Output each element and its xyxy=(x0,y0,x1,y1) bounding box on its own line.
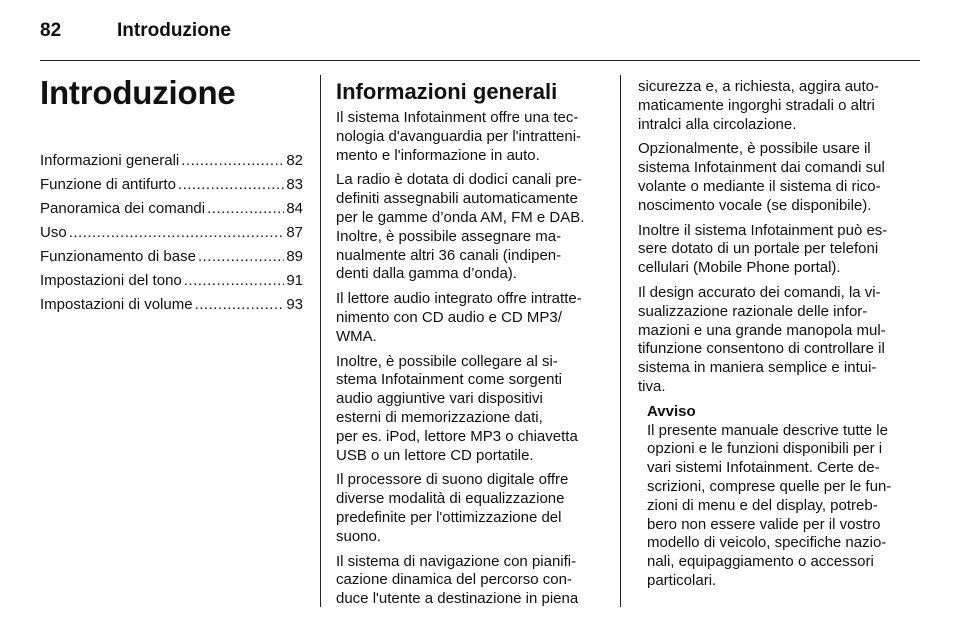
text-line: cellulari (Mobile Phone portal). xyxy=(638,259,841,277)
toc-leader-dots xyxy=(184,269,285,293)
paragraph xyxy=(336,553,604,609)
toc-entry-label: Impostazioni di volume xyxy=(40,296,193,313)
text-line: sere dotato di un portale per telefoni xyxy=(638,240,879,258)
text-line: denti dalla gamma d’onda). xyxy=(336,265,517,283)
right-column xyxy=(638,78,906,591)
toc-entry-label: Funzione di antifurto xyxy=(40,176,176,193)
text-line: esterni di memorizzazione dati, xyxy=(336,408,543,426)
paragraph xyxy=(638,222,906,278)
text-line: Inoltre, è possibile collegare al si- xyxy=(336,352,558,370)
paragraph xyxy=(336,290,604,346)
toc-entry-page: 84 xyxy=(286,200,303,217)
text-line: volante o mediante il sistema di rico- xyxy=(638,177,881,195)
toc-entry-page: 83 xyxy=(286,176,303,193)
text-line: maticamente ingorghi stradali o altri xyxy=(638,96,875,114)
text-line: per es. iPod, lettore MP3 o chiavetta xyxy=(336,427,578,445)
toc-entry-page: 89 xyxy=(286,248,303,265)
text-line: definiti assegnabili automaticamente xyxy=(336,190,578,208)
toc-entry[interactable] xyxy=(40,293,303,317)
toc-entry-page: 91 xyxy=(286,272,303,289)
text-line: opzioni e le funzioni disponibili per i xyxy=(647,440,883,458)
text-line: intralci alla circolazione. xyxy=(638,115,797,133)
text-line: Il presente manuale descrive tutte le xyxy=(647,421,888,439)
toc-leader-dots xyxy=(195,293,285,317)
toc-leader-dots xyxy=(198,245,284,269)
text-line: duce l'utente a destinazione in piena xyxy=(336,590,579,608)
section-title: Informazioni generali xyxy=(336,79,558,104)
toc-entry[interactable] xyxy=(40,149,303,173)
text-line: USB o un lettore CD portatile. xyxy=(336,446,534,464)
text-line: Il sistema Infotainment offre una tec- xyxy=(336,109,579,126)
text-line: sistema in maniera semplice e intui- xyxy=(638,359,877,377)
paragraph xyxy=(638,140,906,215)
paragraph xyxy=(336,171,604,284)
paragraph xyxy=(638,284,906,397)
toc-entry-label: Impostazioni del tono xyxy=(40,272,182,289)
notice-body xyxy=(647,422,906,591)
paragraph xyxy=(638,78,906,134)
text-line: per le gamme d’onda AM, FM e DAB. xyxy=(336,208,585,226)
toc-leader-dots xyxy=(178,173,284,197)
text-line: sistema Infotainment dai comandi sul xyxy=(638,159,885,177)
toc-leader-dots xyxy=(69,221,285,245)
text-line: tiva. xyxy=(638,377,666,395)
middle-column xyxy=(336,78,604,615)
text-line: Opzionalmente, è possibile usare il xyxy=(638,140,871,158)
text-line: Il design accurato dei comandi, la vi- xyxy=(638,283,881,301)
text-line: La radio è dotata di dodici canali pre- xyxy=(336,171,582,189)
toc-entry-label: Uso xyxy=(40,224,67,241)
text-line: suono. xyxy=(336,527,382,545)
notice-box xyxy=(647,403,906,591)
toc-entry-page: 82 xyxy=(286,152,303,169)
text-line: sualizzazione razionale delle infor- xyxy=(638,302,868,320)
text-line: WMA. xyxy=(336,327,377,345)
text-line: Il lettore audio integrato offre intratte- xyxy=(336,290,582,308)
paragraph xyxy=(336,109,604,165)
chapter-title: Introduzione xyxy=(40,74,236,111)
toc-entry-label: Panoramica dei comandi xyxy=(40,200,206,217)
toc-entry-page: 93 xyxy=(286,296,303,313)
toc-entry[interactable] xyxy=(40,197,303,221)
toc-entry[interactable] xyxy=(40,269,303,293)
text-line: nualmente altri 36 canali (indipen- xyxy=(336,246,562,264)
toc-entry-label: Informazioni generali xyxy=(40,152,180,169)
paragraph xyxy=(336,471,604,546)
toc-leader-dots xyxy=(207,197,284,221)
text-line: predefinite per l'ottimizzazione del xyxy=(336,508,562,526)
text-line: zioni di menu e del display, potreb- xyxy=(647,496,878,514)
column-divider-left xyxy=(320,75,321,607)
toc-entry[interactable] xyxy=(40,221,303,245)
toc-leader-dots xyxy=(181,149,284,173)
toc-entry-page: 87 xyxy=(286,224,303,241)
page-header xyxy=(40,20,920,44)
middle-column-body xyxy=(336,109,604,609)
text-line: Il processore di suono digitale offre xyxy=(336,471,569,489)
text-line: cazione dinamica del percorso con- xyxy=(336,571,572,589)
text-line: nologia d'avanguardia per l'intratteni- xyxy=(336,127,582,145)
column-divider-right xyxy=(620,75,621,607)
text-line: nimento con CD audio e CD MP3/ xyxy=(336,308,562,326)
notice-title: Avviso xyxy=(647,402,696,420)
text-line: mento e l'informazione in auto. xyxy=(336,146,540,164)
paragraph xyxy=(336,353,604,466)
text-line: noscimento vocale (se disponibile). xyxy=(638,196,872,214)
text-line: Inoltre il sistema Infotainment può es- xyxy=(638,221,888,239)
text-line: nali, equipaggiamento o accessori xyxy=(647,553,874,571)
running-header-title: Introduzione xyxy=(117,20,231,41)
text-line: audio aggiuntive vari dispositivi xyxy=(336,390,543,408)
text-line: vari sistemi Infotainment. Certe de- xyxy=(647,459,880,477)
text-line: tifunzione consentono di controllare il xyxy=(638,340,885,358)
toc-entry[interactable] xyxy=(40,245,303,269)
text-line: bero non essere valide per il vostro xyxy=(647,515,881,533)
text-line: modello di veicolo, specifiche nazio- xyxy=(647,534,887,552)
text-line: stema Infotainment come sorgenti xyxy=(336,371,562,389)
header-rule xyxy=(40,60,920,61)
text-line: particolari. xyxy=(647,571,717,589)
text-line: Inoltre, è possibile assegnare ma- xyxy=(336,227,562,245)
text-line: mazioni e una grande manopola mul- xyxy=(638,321,886,339)
text-line: scrizioni, comprese quelle per le fun- xyxy=(647,477,892,495)
toc-entry[interactable] xyxy=(40,173,303,197)
right-column-body xyxy=(638,78,906,397)
text-line: Il sistema di navigazione con pianifi- xyxy=(336,552,577,570)
text-line: sicurezza e, a richiesta, aggira auto- xyxy=(638,78,879,95)
toc-entry-label: Funzionamento di base xyxy=(40,248,196,265)
page-number: 82 xyxy=(40,20,62,41)
table-of-contents xyxy=(40,149,303,317)
text-line: diverse modalità di equalizzazione xyxy=(336,490,565,508)
